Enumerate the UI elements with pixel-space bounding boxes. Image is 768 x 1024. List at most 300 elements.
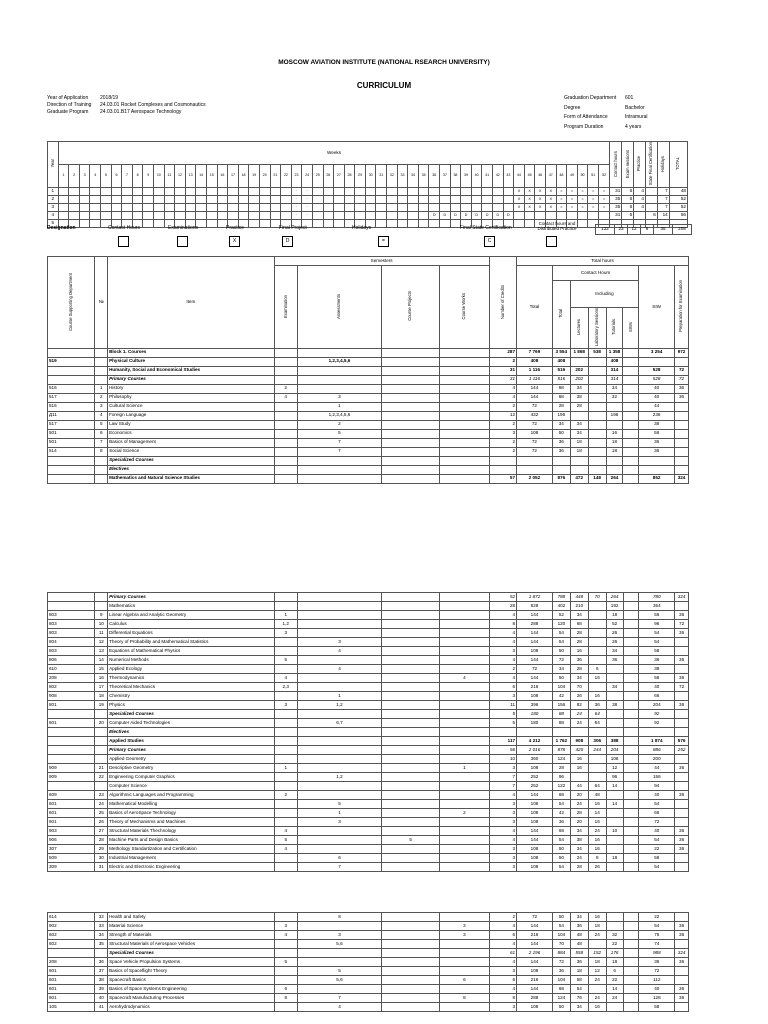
cell-n: 40 xyxy=(95,994,108,1003)
cell-ex: 4 xyxy=(274,393,297,402)
cell-cw xyxy=(440,465,490,474)
course-row xyxy=(48,782,689,791)
course-row xyxy=(48,384,689,393)
cell-lec: 16 xyxy=(570,764,588,773)
cell-siw: 96 xyxy=(639,620,675,629)
cell-n: 32 xyxy=(95,913,108,922)
cell-d: 803 xyxy=(48,620,95,629)
cell-cr: 117 xyxy=(489,737,516,746)
cell-tot: 1 116 xyxy=(517,375,553,384)
cell-tot xyxy=(517,465,553,474)
cell-d: Д11 xyxy=(48,411,95,420)
cell-lec: 20 xyxy=(570,791,588,800)
cell-tut xyxy=(606,922,623,931)
cell-siw xyxy=(639,357,675,366)
cell-ex xyxy=(274,665,297,674)
course-row xyxy=(48,764,689,773)
cell-n: 25 xyxy=(95,809,108,818)
cell-t2: 68 xyxy=(552,791,570,800)
cell-name: Spacecraft Basics xyxy=(108,976,275,985)
cell-sims xyxy=(623,913,639,922)
cell-name: Aerohydrodynamics xyxy=(108,1003,275,1012)
cell-cr: 3 xyxy=(489,764,516,773)
cell-name: Chemistry xyxy=(108,692,275,701)
course-row xyxy=(48,958,689,967)
cell-n: 8 xyxy=(95,447,108,456)
cell-as: 4 xyxy=(297,665,381,674)
cell-n: 19 xyxy=(95,701,108,710)
cell-sims xyxy=(623,593,639,602)
week-number: 41 xyxy=(482,164,493,187)
week-number: 21 xyxy=(270,164,281,187)
week-number: 1 xyxy=(58,164,69,187)
cell-tut xyxy=(606,818,623,827)
cell-tut: 34 xyxy=(606,647,623,656)
cell-cr: 5 xyxy=(489,719,516,728)
legend-box xyxy=(546,236,557,247)
cell-t2: 878 xyxy=(552,746,570,755)
cell-as xyxy=(297,782,381,791)
cell-sims xyxy=(623,683,639,692)
cell-d: 309 xyxy=(48,863,95,872)
cell-as xyxy=(297,764,381,773)
cell-lab xyxy=(588,638,606,647)
cell-cr: 3 xyxy=(489,800,516,809)
cell-d xyxy=(48,602,95,611)
cell-t2: 54 xyxy=(552,638,570,647)
cell-lec: 24 xyxy=(570,710,588,719)
cell-cp xyxy=(382,402,440,411)
cell-cw: 8 xyxy=(440,994,490,1003)
cell-cr: 4 xyxy=(489,384,516,393)
cell-name: Machine Parts and Design Basics xyxy=(108,836,275,845)
cell-prep: 324 xyxy=(675,949,689,958)
cell-as: 8 xyxy=(297,913,381,922)
cell-prep xyxy=(675,438,689,447)
cell-cw xyxy=(440,755,490,764)
course-row xyxy=(48,773,689,782)
cell-tot: 432 xyxy=(517,411,553,420)
cell-name: Engineering Computer Graphics xyxy=(108,773,275,782)
cell-tut: 264 xyxy=(606,593,623,602)
cell-siw xyxy=(639,465,675,474)
cell-as xyxy=(297,949,381,958)
course-row xyxy=(48,863,689,872)
cell-siw: 58 xyxy=(639,647,675,656)
cell-as xyxy=(297,593,381,602)
cell-t2: 54 xyxy=(552,922,570,931)
cell-t2: 42 xyxy=(552,809,570,818)
cell-t2: 36 xyxy=(552,438,570,447)
cell-lab: 24 xyxy=(588,931,606,940)
course-row xyxy=(48,629,689,638)
cell-cr: 3 xyxy=(489,854,516,863)
cell-d: 610 xyxy=(48,665,95,674)
cell-cr: 4 xyxy=(489,791,516,800)
course-row xyxy=(48,922,689,931)
cell-tot: 252 xyxy=(517,782,553,791)
cell-as xyxy=(297,728,381,737)
cell-ex xyxy=(274,348,297,357)
course-row xyxy=(48,800,689,809)
meta-label: Degree xyxy=(564,104,581,111)
subsection-row xyxy=(48,728,689,737)
cell-cp xyxy=(382,791,440,800)
cell-d: 602 xyxy=(48,940,95,949)
cell-sims xyxy=(623,411,639,420)
cell-tut: 12 xyxy=(606,764,623,773)
cell-tot: 144 xyxy=(517,791,553,800)
cell-tot: 144 xyxy=(517,827,553,836)
cell-t2: 3 554 xyxy=(552,348,570,357)
cell-tut: 38 xyxy=(606,701,623,710)
cell-tut: 14 xyxy=(606,985,623,994)
cell-as xyxy=(297,958,381,967)
cell-d: 307 xyxy=(48,845,95,854)
cell-lab xyxy=(588,985,606,994)
cell-as: 1 xyxy=(297,809,381,818)
cell-siw: 528 xyxy=(639,375,675,384)
cell-t2: 68 xyxy=(552,393,570,402)
cell-lab: 244 xyxy=(588,746,606,755)
cell-cr: 2 xyxy=(489,420,516,429)
cell-as xyxy=(297,348,381,357)
legend-item-label: Final Project xyxy=(279,225,307,231)
cell-lec: 202 xyxy=(570,375,588,384)
section-row xyxy=(48,348,689,357)
cell-sims xyxy=(623,809,639,818)
cell-as: 5 xyxy=(297,429,381,438)
cell-sims xyxy=(623,782,639,791)
cell-lab: 16 xyxy=(588,674,606,683)
cell-lab xyxy=(588,366,606,375)
cell-cw xyxy=(440,773,490,782)
cell-tut: 18 xyxy=(606,854,623,863)
cell-lab xyxy=(588,429,606,438)
cell-prep: 36 xyxy=(675,384,689,393)
cell-cr: 3 xyxy=(489,845,516,854)
cell-tot: 144 xyxy=(517,940,553,949)
header-course_projects: Course Projects xyxy=(382,266,440,349)
cell-n xyxy=(95,593,108,602)
cell-n: 12 xyxy=(95,638,108,647)
cell-cw xyxy=(440,949,490,958)
week-number: 40 xyxy=(471,164,482,187)
cell-name: Computer Science xyxy=(108,782,275,791)
cell-lec: 34 xyxy=(570,913,588,922)
cell-lec: 24 xyxy=(570,854,588,863)
cell-lec: 1 868 xyxy=(570,348,588,357)
cell-t2: 50 xyxy=(552,845,570,854)
cell-d: 802 xyxy=(48,683,95,692)
cell-cw xyxy=(440,629,490,638)
cell-cw xyxy=(440,474,490,483)
cell-ex xyxy=(274,638,297,647)
meta-label: Year of Application xyxy=(47,95,89,101)
cell-lab: 16 xyxy=(588,836,606,845)
cell-tut xyxy=(606,710,623,719)
cell-lab: 24 xyxy=(588,994,606,1003)
cell-lec: 36 xyxy=(570,922,588,931)
cell-d: 601 xyxy=(48,719,95,728)
cell-ex xyxy=(274,800,297,809)
cell-d: 601 xyxy=(48,967,95,976)
cell-as xyxy=(297,602,381,611)
cell-d xyxy=(48,710,95,719)
cell-cw xyxy=(440,456,490,465)
cell-ex xyxy=(274,809,297,818)
cell-lab: 48 xyxy=(588,791,606,800)
cell-sims xyxy=(623,620,639,629)
cell-name: Methology Standartization and Certification xyxy=(108,845,275,854)
cell-ex xyxy=(274,949,297,958)
header-total: Total xyxy=(517,266,553,349)
meta-value: 601 xyxy=(625,95,634,101)
cell-ex xyxy=(274,746,297,755)
cell-tut: 314 xyxy=(606,375,623,384)
cell-tut: 196 xyxy=(606,411,623,420)
cell-name: Basics of Space Systems Engineering xyxy=(108,985,275,994)
cell-ex xyxy=(274,1003,297,1012)
cell-d: 208 xyxy=(48,958,95,967)
cell-cp xyxy=(382,348,440,357)
cell-t2: 402 xyxy=(552,602,570,611)
cell-tot: 144 xyxy=(517,384,553,393)
cell-ex xyxy=(274,465,297,474)
cell-prep xyxy=(675,719,689,728)
cell-tut xyxy=(606,1003,623,1012)
cell-lab xyxy=(588,629,606,638)
cell-prep: 324 xyxy=(675,593,689,602)
cell-tut: 408 xyxy=(606,357,623,366)
legend-box xyxy=(177,236,188,247)
cell-tut: 26 xyxy=(606,638,623,647)
course-row xyxy=(48,447,689,456)
cell-tot: 144 xyxy=(517,393,553,402)
cell-tot: 144 xyxy=(517,656,553,665)
cell-d: 601 xyxy=(48,818,95,827)
cell-ex: 1 xyxy=(274,611,297,620)
cell-cr: 3 xyxy=(489,692,516,701)
cell-lec xyxy=(570,411,588,420)
cell-name: History xyxy=(108,384,275,393)
cell-siw: 54 xyxy=(639,922,675,931)
cell-d: 601 xyxy=(48,976,95,985)
cell-prep: 36 xyxy=(675,994,689,1003)
cell-lab: 18 xyxy=(588,922,606,931)
cell-ex: 2 xyxy=(274,384,297,393)
cell-d: 601 xyxy=(48,800,95,809)
cell-name: Primary Courses xyxy=(108,746,275,755)
cell-d xyxy=(48,465,95,474)
cell-tut xyxy=(606,845,623,854)
cell-cr: 3 xyxy=(489,429,516,438)
cell-prep: 972 xyxy=(675,348,689,357)
legend-box: C xyxy=(484,236,495,247)
cell-siw: 40 xyxy=(639,393,675,402)
cell-prep xyxy=(675,940,689,949)
cell-prep: 252 xyxy=(675,746,689,755)
cell-d: 519 xyxy=(48,357,95,366)
section-row xyxy=(48,737,689,746)
cell-siw: 54 xyxy=(639,836,675,845)
page-title: CURRICULUM xyxy=(356,81,412,90)
cell-as xyxy=(297,710,381,719)
cell-t2: 104 xyxy=(552,931,570,940)
cell-t2: 50 xyxy=(552,647,570,656)
cell-lec: 48 xyxy=(570,940,588,949)
cell-siw: 72 xyxy=(639,818,675,827)
cell-ex xyxy=(274,593,297,602)
cell-tut xyxy=(606,456,623,465)
cell-lec: 44 xyxy=(570,782,588,791)
cell-cw: 2 xyxy=(440,809,490,818)
cell-cw xyxy=(440,985,490,994)
cell-cp xyxy=(382,773,440,782)
cell-sims xyxy=(623,420,639,429)
schedule-row: 5 xyxy=(48,219,688,227)
cell-cp xyxy=(382,357,440,366)
cell-tot: 408 xyxy=(517,357,553,366)
cell-n: 7 xyxy=(95,438,108,447)
cell-lec: 448 xyxy=(570,593,588,602)
week-number: 27 xyxy=(334,164,345,187)
cell-lab: 16 xyxy=(588,692,606,701)
cell-as xyxy=(297,611,381,620)
cell-cw xyxy=(440,1003,490,1012)
cell-siw: 76 xyxy=(639,931,675,940)
cell-siw: 354 xyxy=(639,602,675,611)
week-number: 36 xyxy=(429,164,440,187)
cell-siw: 40 xyxy=(639,683,675,692)
cell-lab: 148 xyxy=(588,474,606,483)
cell-name: Mathematics xyxy=(108,602,275,611)
cell-lec xyxy=(570,456,588,465)
cell-name: Numerical Methods xyxy=(108,656,275,665)
cell-siw: 156 xyxy=(639,773,675,782)
cell-cr: 11 xyxy=(489,701,516,710)
cell-lec: 34 xyxy=(570,611,588,620)
cell-cw xyxy=(440,683,490,692)
subsection-row xyxy=(48,456,689,465)
cell-d: 609 xyxy=(48,791,95,800)
cell-d: 906 xyxy=(48,836,95,845)
cell-cp xyxy=(382,629,440,638)
cell-tut: 314 xyxy=(606,366,623,375)
cell-n: 34 xyxy=(95,931,108,940)
cell-cr: 7 xyxy=(489,782,516,791)
cell-name: Calculus xyxy=(108,620,275,629)
cell-tut xyxy=(606,863,623,872)
cell-cw xyxy=(440,602,490,611)
cell-cp xyxy=(382,755,440,764)
cell-as xyxy=(297,456,381,465)
course-row xyxy=(48,976,689,985)
cell-prep xyxy=(675,402,689,411)
cell-lec: 24 xyxy=(570,800,588,809)
cell-tot: 2 016 xyxy=(517,746,553,755)
cell-d xyxy=(48,728,95,737)
cell-tut: 6 xyxy=(606,967,623,976)
cell-as: 3 xyxy=(297,393,381,402)
cell-siw: 22 xyxy=(639,845,675,854)
cell-prep: 36 xyxy=(675,931,689,940)
cell-prep xyxy=(675,602,689,611)
cell-cp xyxy=(382,818,440,827)
cell-cr: 287 xyxy=(489,348,516,357)
cell-cr: 2 xyxy=(489,402,516,411)
cell-d: 516 xyxy=(48,384,95,393)
header-sims: SIWs xyxy=(623,308,639,349)
cell-d: 909 xyxy=(48,773,95,782)
header-siw: SIW xyxy=(639,266,675,349)
cell-tut: 1 358 xyxy=(606,348,623,357)
course-row xyxy=(48,429,689,438)
cell-ex: 4 xyxy=(274,827,297,836)
cell-t2: 876 xyxy=(552,474,570,483)
cell-sims xyxy=(623,773,639,782)
cell-lab: 36 xyxy=(588,701,606,710)
cell-d: 514 xyxy=(48,447,95,456)
cell-as xyxy=(297,384,381,393)
meta-label: Graduate Program xyxy=(47,109,89,115)
cell-cw xyxy=(440,656,490,665)
course-row xyxy=(48,393,689,402)
cell-siw: 40 xyxy=(639,384,675,393)
cell-ex xyxy=(274,755,297,764)
cell-lab xyxy=(588,438,606,447)
cell-prep xyxy=(675,809,689,818)
cell-siw: 200 xyxy=(639,755,675,764)
cell-lab xyxy=(588,683,606,692)
cell-sims xyxy=(623,375,639,384)
cell-sims xyxy=(623,602,639,611)
cell-as: 2 xyxy=(297,420,381,429)
cell-sims xyxy=(623,845,639,854)
cell-sims xyxy=(623,357,639,366)
cell-cp xyxy=(382,728,440,737)
cell-name: Differential Equations xyxy=(108,629,275,638)
cell-as: 1,2 xyxy=(297,701,381,710)
cell-lec: 34 xyxy=(570,420,588,429)
cell-t2: 52 xyxy=(552,611,570,620)
cell-t2: 28 xyxy=(552,764,570,773)
week-number: 23 xyxy=(291,164,302,187)
week-number: 25 xyxy=(312,164,323,187)
cell-cr: 4 xyxy=(489,611,516,620)
cell-siw: 56 xyxy=(639,611,675,620)
cell-cr: 61 xyxy=(489,949,516,958)
course-row xyxy=(48,791,689,800)
header-dept: Course Supporting Department xyxy=(48,257,95,349)
cell-n: 2 xyxy=(95,393,108,402)
cell-name: Basics of AeroSpace Technology xyxy=(108,809,275,818)
cell-name: Equations of Mathematical Physics xyxy=(108,647,275,656)
cell-cr: 28 xyxy=(489,602,516,611)
cell-prep: 72 xyxy=(675,683,689,692)
cell-cp xyxy=(382,863,440,872)
cell-t2: 42 xyxy=(552,692,570,701)
cell-n: 33 xyxy=(95,922,108,931)
cell-tut: 14 xyxy=(606,800,623,809)
cell-lec: 38 xyxy=(570,393,588,402)
cell-ex xyxy=(274,773,297,782)
cell-cw xyxy=(440,940,490,949)
cell-t2: 124 xyxy=(552,755,570,764)
week-number: 52 xyxy=(598,164,609,187)
week-number: 28 xyxy=(344,164,355,187)
cell-lab xyxy=(588,465,606,474)
